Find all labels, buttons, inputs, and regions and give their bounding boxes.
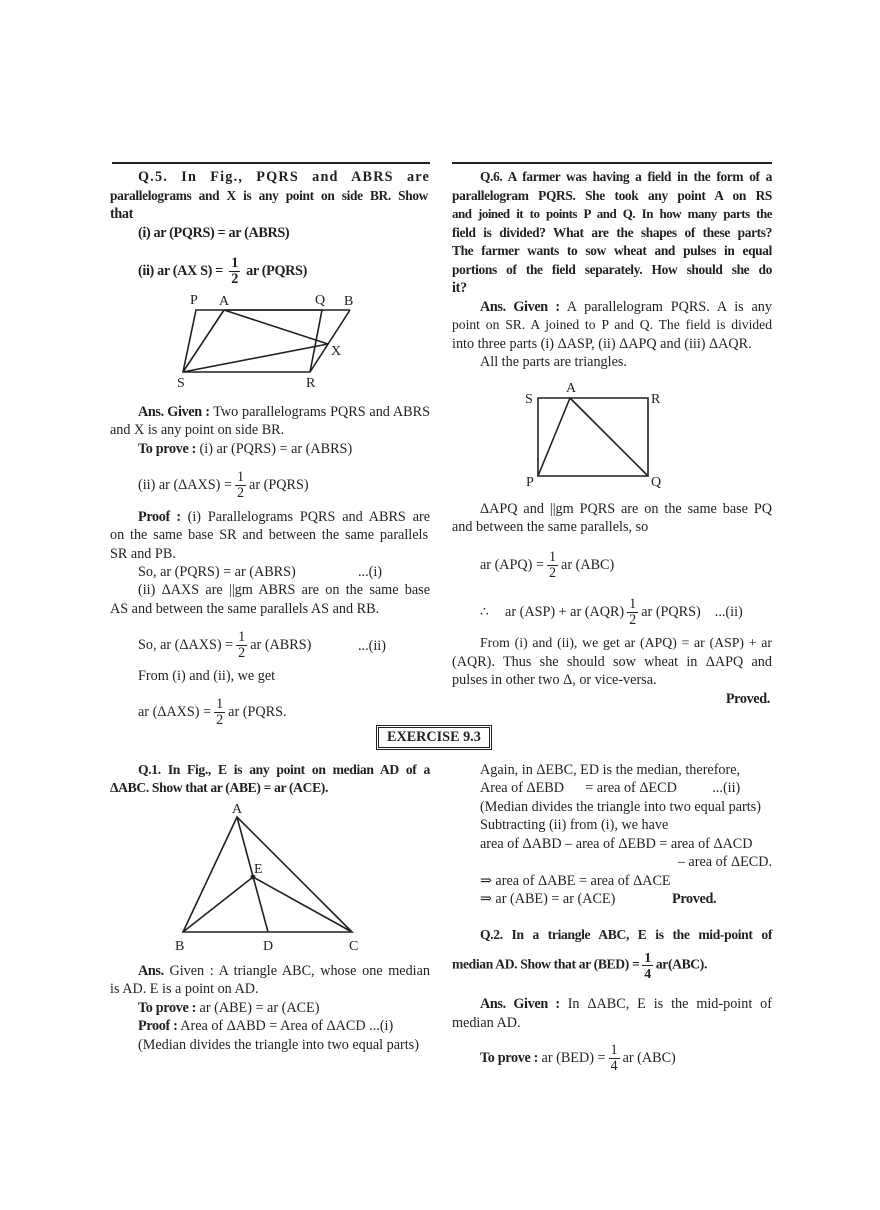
segment-be <box>183 877 253 932</box>
answer-text: Two parallelograms PQRS and ABRS <box>213 404 430 420</box>
label-d: D <box>263 939 274 954</box>
median-ad <box>237 817 268 932</box>
to-prove-label: To prove : <box>480 1049 538 1066</box>
ex-q2-to-prove <box>480 1043 676 1074</box>
q6-answer-line-2: point on SR. A joined to P and Q. The field is divided <box>452 317 772 332</box>
label-x: X <box>331 344 342 359</box>
lhs: ar (ASP) + ar (AQR) <box>505 603 625 620</box>
q6-line-3: and joined it to points P and Q. In how many parts the <box>452 206 772 221</box>
numerator: 1 <box>238 629 246 645</box>
denominator: 2 <box>629 612 637 628</box>
label-a: A <box>566 381 577 396</box>
ex-q1-cont-right: – area of ΔECD. <box>677 854 772 870</box>
label-a: A <box>219 294 230 309</box>
ex-q1-cont-1: Again, in ΔEBC, ED is the median, therefore, <box>480 762 741 778</box>
label-s: S <box>177 376 185 391</box>
to-prove-text: ar (ABE) = ar (ACE) <box>199 1000 320 1016</box>
ex-q1-median-note: (Median divides the triangle into two equal parts) <box>138 1037 419 1053</box>
rhs: ar (ABC) <box>622 1049 676 1066</box>
label-b: B <box>344 294 354 309</box>
label-e: E <box>254 862 263 877</box>
rhs: ar (PQRS. <box>228 703 287 720</box>
q6-from-line-1: From (i) and (ii), we get ar (APQ) = ar (ASP) + ar <box>480 635 772 650</box>
answer-label: Ans. Given : <box>480 996 560 1012</box>
q6-line-4: field is divided? What are the shapes of these parts? <box>452 225 772 240</box>
lhs: median AD. Show that ar (BED) = <box>452 956 640 972</box>
denominator: 2 <box>548 565 557 581</box>
denominator: 2 <box>238 645 246 661</box>
to-prove-label: To prove : <box>138 441 196 457</box>
ex-q1-proof <box>138 1017 393 1035</box>
label-p: P <box>190 293 198 308</box>
rhs: ar (PQRS) <box>641 603 701 620</box>
lhs: ar (APQ) = <box>480 556 544 573</box>
ex-q1-cont-5: area of ΔABD – area of ΔEBD = area of ΔACD <box>480 836 753 852</box>
denominator: 4 <box>610 1058 618 1074</box>
ex-q1-implies-2: ⇒ ar (ABE) = ar (ACE) <box>480 891 616 907</box>
q6-line-1: Q.6. A farmer was having a field in the form of a <box>480 169 772 184</box>
ex-q1-cont-3: (Median divides the triangle into two equal parts) <box>480 799 761 815</box>
ex-q1-line-1: Q.1. In Fig., E is any point on median AD of a <box>138 762 430 777</box>
proof-label: Proof : <box>138 1018 178 1034</box>
answer-text: Given : A triangle ABC, whose one median <box>169 963 430 979</box>
ex-q1-answer-line-2: is AD. E is a point on AD. <box>110 981 259 997</box>
q5-part-i: (i) ar (PQRS) = ar (ABRS) <box>138 225 290 241</box>
answer-text: In ΔABC, E is the mid-point of <box>567 996 772 1012</box>
q6-base-line-1: ΔAPQ and ||gm PQRS are on the same base PQ <box>480 501 772 517</box>
exercise-heading: EXERCISE 9.3 <box>378 727 490 748</box>
q5-from: From (i) and (ii), we get <box>138 668 276 684</box>
proof-label: Proof : <box>138 509 181 525</box>
denominator: 2 <box>231 271 238 287</box>
therefore-symbol: ∴ <box>480 603 490 620</box>
q5-part-ii-rhs: ar (PQRS) <box>246 262 307 279</box>
ex-q1-line-2: ΔABC. Show that ar (ABE) = ar (ACE). <box>110 780 329 795</box>
q6-line-2: parallelogram PQRS. She took any point A on RS <box>452 188 772 203</box>
q6-line-7: it? <box>452 280 467 296</box>
ref: ...(ii) <box>714 603 743 620</box>
fraction-quarter <box>642 950 652 981</box>
numerator: 1 <box>629 596 637 612</box>
rhs: ar (PQRS) <box>249 476 309 493</box>
rhs: ar (ABC) <box>561 556 615 573</box>
q5-proof-line-2: on the same base SR and between the same parallels <box>110 527 428 543</box>
label-q: Q <box>315 293 326 308</box>
q5-answer-line-2: and X is any point on side BR. <box>110 422 285 438</box>
q5-ii-line-2: AS and between the same parallels AS and RB. <box>110 601 380 617</box>
label-c: C <box>349 939 359 954</box>
denominator: 2 <box>236 485 245 501</box>
q5-line-2: parallelograms and X is any point on side BR. Show <box>110 188 428 203</box>
numerator: 1 <box>610 1042 618 1058</box>
q5-ii-line-1: (ii) ΔAXS are ||gm ABRS are on the same base <box>138 582 430 598</box>
triangle-abc <box>183 817 352 932</box>
denominator: 4 <box>644 966 651 981</box>
q6-all-triangles: All the parts are triangles. <box>480 354 627 370</box>
numerator: 1 <box>548 549 557 565</box>
numerator: 1 <box>231 255 238 271</box>
lhs: (ii) ar (ΔAXS) = <box>138 476 232 493</box>
ex-q1-cont-4: Subtracting (ii) from (i), we have <box>480 817 669 833</box>
label-r: R <box>651 392 661 407</box>
denominator: 2 <box>216 712 224 728</box>
q5-so-2-ref: ...(ii) <box>358 638 386 654</box>
q6-from-line-2: (AQR). Thus she should sow wheat in ΔAPQ and <box>452 654 772 670</box>
proof-text: (i) Parallelograms PQRS and ABRS are <box>187 509 431 525</box>
label-q: Q <box>651 475 662 490</box>
q6-from-line-3: pulses in other two Δ, or vice-versa. <box>452 672 657 688</box>
answer-label: Ans. <box>138 963 164 979</box>
ex-q2-answer-line-1 <box>480 995 772 1013</box>
lhs: ar (ΔAXS) = <box>138 703 212 720</box>
answer-label: Ans. Given : <box>480 299 560 315</box>
q5-part-ii-lhs: (ii) ar (AX S) = <box>138 262 223 279</box>
q6-base-line-2: and between the same parallels, so <box>452 519 649 535</box>
to-prove-label: To prove : <box>138 1000 196 1016</box>
numerator: 1 <box>236 469 245 485</box>
ex-q2-line-1: Q.2. In a triangle ABC, E is the mid-point of <box>480 927 772 942</box>
answer-label: Ans. Given : <box>138 404 210 420</box>
q6-answer-line-3: into three parts (i) ΔASP, (ii) ΔAPQ and (iii) ΔAQR. <box>452 336 752 352</box>
label-s: S <box>525 392 533 407</box>
q6-line-6: portions of the field separately. How should she do <box>452 262 772 277</box>
ex-q1-to-prove <box>138 999 319 1017</box>
q6-line-5: The farmer wants to sow wheat and pulses in equal <box>452 243 772 258</box>
q5-line-3: that <box>110 206 134 222</box>
ex-q2-line-2 <box>452 950 707 981</box>
q5-so-1-ref: ...(i) <box>358 564 383 580</box>
label-a: A <box>232 802 243 817</box>
rhs: ar(ABC). <box>655 956 707 972</box>
q6-proved: Proved. <box>725 691 770 707</box>
label-r: R <box>306 376 316 391</box>
label-p: P <box>526 475 534 490</box>
rhs: ar (ABRS) <box>250 636 312 653</box>
lhs: So, ar (ΔAXS) = <box>138 636 234 653</box>
fraction-quarter <box>609 1043 620 1074</box>
q5-so-1: So, ar (PQRS) = ar (ABRS) <box>138 564 296 580</box>
ex-q1-cont-2: Area of ΔEBD = area of ΔECD ...(ii) <box>480 780 741 796</box>
ex-q1-implies-1: ⇒ area of ΔABE = area of ΔACE <box>480 873 671 889</box>
ex-q1-answer-line-1 <box>138 962 430 980</box>
q5-proof-line-3: SR and PB. <box>110 546 176 562</box>
to-prove-i: (i) ar (PQRS) = ar (ABRS) <box>199 441 353 457</box>
q5-line-1: Q.5. In Fig., PQRS and ABRS are <box>138 169 430 185</box>
ex-q2-answer-line-2: median AD. <box>452 1015 521 1031</box>
label-b: B <box>175 939 185 954</box>
numerator: 1 <box>216 696 224 712</box>
segment-ec <box>253 877 352 932</box>
lhs: ar (BED) = <box>541 1049 606 1066</box>
numerator: 1 <box>644 950 651 965</box>
proof-text: Area of ΔABD = Area of ΔACD ...(i) <box>180 1018 394 1034</box>
answer-text: A parallelogram PQRS. A is any <box>566 299 772 315</box>
ex-q1-proved: Proved. <box>672 891 717 907</box>
